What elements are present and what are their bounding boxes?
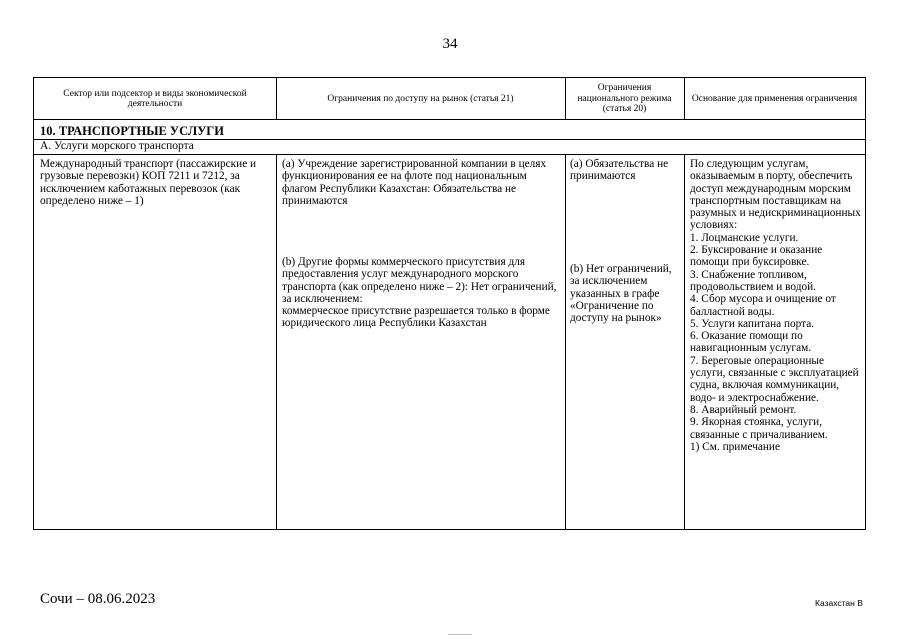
header-basis: Основание для применения ограничения	[691, 93, 858, 104]
scan-mark	[448, 634, 472, 638]
footer-date: Сочи – 08.06.2023	[40, 591, 156, 607]
row-divider	[34, 154, 865, 155]
market-access-b-cell: (b) Другие формы коммерческого присутствия для предоставления услуг международного морского транспорта (как определено ниже – 2): Нет ограничений, за исключением: коммерческое присутствие разрешается только в форме юридического лица Республики Казахстан	[282, 256, 557, 330]
header-divider	[276, 78, 277, 120]
column-divider	[276, 155, 277, 530]
header-divider	[565, 78, 566, 120]
national-treatment-b-cell: (b) Нет ограничений, за исключением указанных в графе «Ограничение по доступу на рынок»	[570, 263, 672, 325]
header-national-treatment: Ограничения национального режима (статья 20)	[577, 83, 672, 115]
subsection-title: A. Услуги морского транспорта	[40, 140, 194, 152]
column-divider	[565, 155, 566, 530]
column-divider	[684, 155, 685, 530]
table-header-row	[34, 78, 865, 120]
footer-country: Казахстан В	[815, 598, 863, 608]
header-divider	[684, 78, 685, 120]
section-title: 10. ТРАНСПОРТНЫЕ УСЛУГИ	[40, 124, 224, 138]
header-sector: Сектор или подсектор и виды экономической деятельности	[63, 88, 247, 109]
page-number: 34	[442, 36, 458, 52]
basis-cell: По следующим услугам, оказываемым в порту, обеспечить доступ международным морским транспортным поставщикам на разумных и недискриминационных условиях: 1. Лоцманские услуги. 2. Буксирование и оказание помощи при буксировке. 3. Снабжение топливом, продовольствием и водой. 4. Сбор мусора и очищение от балластной воды. 5. Услуги капитана порта. 6. Оказание помощи по навигационным услугам. 7. Береговые операционные услуги, связанные с эксплуатацией судна, включая коммуникации, водо- и электроснабжение. 8. Аварийный ремонт. 9. Якорная стоянка, услуги, связанные с причаливанием. 1) См. примечание	[690, 158, 861, 453]
commitments-table	[33, 77, 866, 530]
header-market-access: Ограничения по доступу на рынок (статья 21)	[327, 93, 514, 104]
market-access-a-cell: (а) Учреждение зарегистрированной компании в целях функционирования ее на флоте под национальным флагом Республики Казахстан: Обязательства не принимаются	[282, 158, 547, 207]
sector-cell: Международный транспорт (пассажирские и грузовые перевозки) КОП 7211 и 7212, за исключением каботажных перевозок (как определено ниже – 1)	[40, 158, 257, 207]
national-treatment-a-cell: (а) Обязательства не принимаются	[570, 158, 669, 183]
